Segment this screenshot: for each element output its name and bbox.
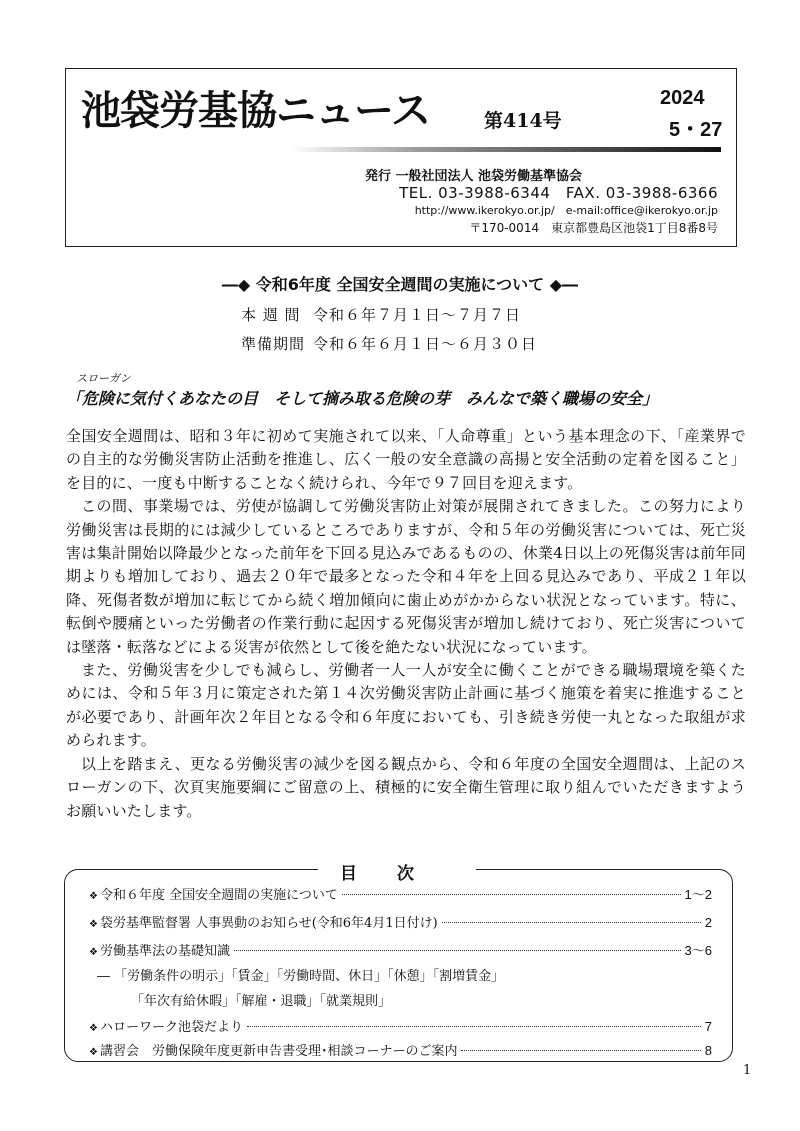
masthead-box [65, 68, 737, 247]
address: 〒170-0014 東京都豊島区池袋1丁目8番8号 [469, 221, 718, 235]
toc-item-title: 講習会 労働保険年度更新申告書受理･相談コーナーのご案内 [99, 1044, 458, 1059]
issue-number: 第414号 [484, 110, 562, 132]
toc-leader [461, 1050, 700, 1051]
issue-date: 5・27 [669, 119, 723, 141]
toc-item-page: 2 [704, 915, 712, 930]
article-headline: ―◆ 令和6年度 全国安全週間の実施について ◆― [221, 275, 579, 294]
toc-item-page: 3～6 [684, 943, 712, 958]
toc-item[interactable] [89, 1016, 712, 1035]
diamond-bullet-icon: ❖ [89, 947, 98, 958]
paragraph-4: 以上を踏まえ、更なる労働災害の減少を図る観点から、令和６年度の全国安全週間は、上記のスローガンの下、次頁実施要綱にご留意の上、積極的に安全衛生管理に取り組んでいただきますようお願いいたします。 [66, 754, 746, 820]
toc-item-page: 1～2 [684, 887, 712, 902]
diamond-bullet-icon: ❖ [89, 919, 98, 930]
toc-item[interactable] [89, 884, 712, 903]
main-week-value: 令和６年７月１日～７月７日 [313, 306, 522, 324]
paragraph-2: この間、事業場では、労使が協調して労働災害防止対策が展開されてきました。この努力により労働災害は長期的には減少しているところでありますが、令和５年の労働災害については、死亡災害は集計開始以降最少となった前年を下回る見込みであるものの、休業4日以上の死傷災害は前年同期よりも増加しており、過去２０年で最多となった令和４年を上回る見込みであり、平成２１年以降、死傷者数が増加に転じてから続く増加傾向に歯止めがかからない状況となっています。特に、転倒や腰痛といった労働者の作業行動に起因する死傷災害が増加し続けており、死亡災害については墜落・転落などによる災害が依然として後を絶たない状況になっています。 [66, 497, 746, 656]
issue-year: 2024 [660, 87, 705, 109]
toc-item-title: 労働基準法の基礎知識 [99, 944, 230, 959]
publisher: 発行 一般社団法人 池袋労働基準協会 [364, 169, 582, 184]
toc-leader [342, 894, 681, 895]
prep-period-label: 準備期間 [241, 335, 306, 353]
prep-period [241, 333, 537, 354]
paragraph-3: また、労働災害を少しでも減らし、労働者一人一人が安全に働くことができる職場環境を築くためには、令和５年３月に策定された第１４次労働災害防止計画に基づく施策を着実に推進することが必要であり、計画年次２年目となる令和６年度においても、引き続き労使一丸となった取組が求められます。 [66, 661, 746, 750]
toc-sub-line-1: ― 「労働条件の明示」「賃金」「労働時間、休日」「休憩」「割増賃金」 [97, 969, 505, 984]
main-week-label: 本 週 間 [241, 306, 301, 324]
main-week-period [241, 304, 521, 325]
toc-item[interactable] [89, 940, 712, 959]
toc-leader [247, 1026, 701, 1027]
diamond-bullet-icon: ❖ [89, 1047, 98, 1058]
slogan-label: スローガン [76, 372, 131, 385]
table-of-contents [64, 869, 733, 1062]
toc-item-title: 袋労基準監督署 人事異動のお知らせ(令和6年4月1日付け) [99, 916, 438, 931]
slogan: 「危険に気付くあなたの目 そして摘み取る危険の芽 みんなで築く職場の安全」 [66, 389, 659, 408]
header-rule [291, 147, 721, 152]
newsletter-title: 池袋労基協ニュース [81, 88, 430, 134]
toc-item-page: 7 [704, 1019, 712, 1034]
prep-period-value: 令和６年６月１日～６月３０日 [313, 335, 538, 353]
article-body [66, 425, 746, 823]
toc-item[interactable] [89, 912, 712, 931]
toc-item[interactable] [89, 1040, 712, 1059]
tel-fax: TEL. 03-3988-6344 FAX. 03-3988-6366 [399, 184, 718, 202]
toc-item-page: 8 [704, 1043, 712, 1058]
page-number: 1 [743, 1063, 752, 1078]
diamond-bullet-icon: ❖ [89, 1023, 98, 1034]
paragraph-1: 全国安全週間は、昭和３年に初めて実施されて以来、「人命尊重」という基本理念の下、「産業界での自主的な労働災害防止活動を推進し、広く一般の安全意識の高揚と安全活動の定着を図ること」を目的に、一度も中断することなく続けられ、今年で９７回目を迎えます。 [66, 427, 746, 492]
toc-item-title: ハローワーク池袋だより [99, 1020, 243, 1035]
web-email[interactable]: http://www.ikerokyo.or.jp/ e-mail:office@ikerokyo.or.jp [414, 204, 718, 217]
toc-sub-line-2: 「年次有給休暇」「解雇・退職」「就業規則」 [131, 994, 392, 1009]
diamond-bullet-icon: ❖ [89, 891, 98, 902]
toc-leader [234, 950, 681, 951]
toc-item-title: 令和６年度 全国安全週間の実施について [99, 888, 338, 903]
toc-leader [442, 922, 701, 923]
toc-title: 目次 [318, 859, 476, 883]
